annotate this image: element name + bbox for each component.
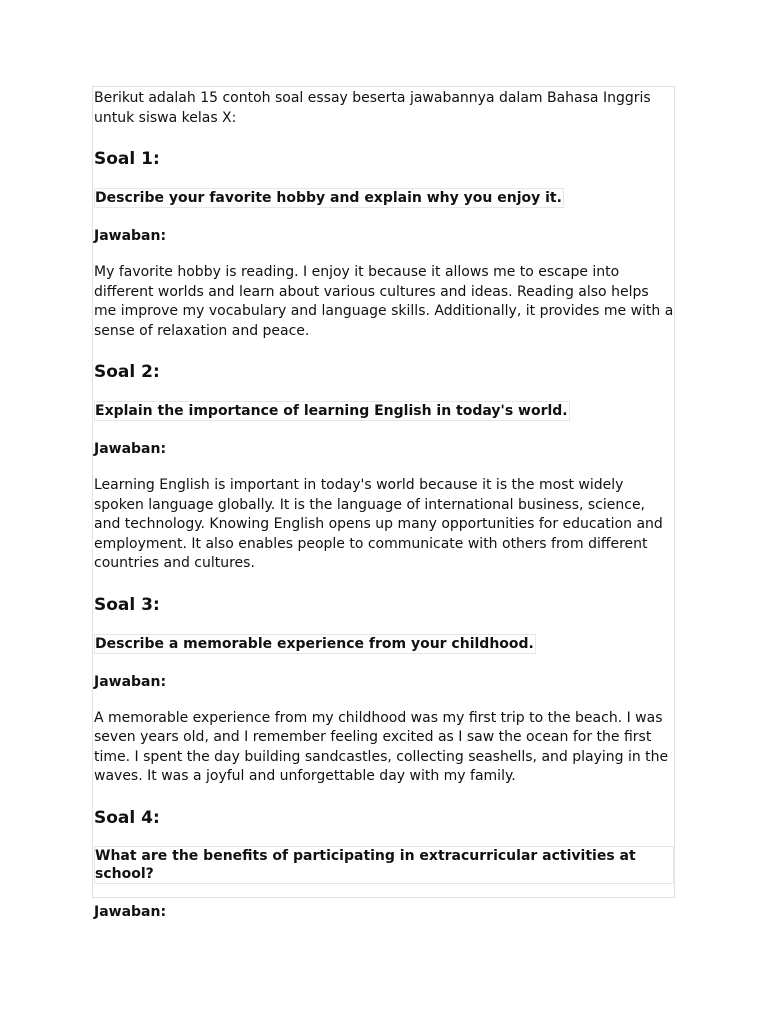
soal-1-block — [94, 148, 674, 361]
soal-4-answer-label: Jawaban: — [94, 903, 167, 920]
document-content — [93, 87, 674, 921]
soal-4-question: What are the benefits of participating in extracurricular activities at school? — [94, 846, 674, 884]
soal-3-answer-label: Jawaban: — [94, 673, 167, 690]
soal-3-answer: A memorable experience from my childhood was my first trip to the beach. I was seven years old, and I remember feeling excited as I saw the ocean for the first time. I spent the day building sandcastles, collecting seashells, and playing in the waves. It was a joyful and unforgettable day with my family. — [94, 709, 669, 784]
soal-3-block — [94, 594, 674, 807]
soal-2-answer-label: Jawaban: — [94, 441, 167, 457]
soal-3-question: Describe a memorable experience from your childhood. — [95, 635, 534, 652]
soal-2-question: Explain the importance of learning English in today's world. — [95, 403, 568, 419]
soal-3-heading: Soal 3: — [94, 594, 160, 615]
soal-1-question: Describe your favorite hobby and explain why you enjoy it. — [95, 190, 562, 206]
soal-1-heading: Soal 1: — [94, 149, 160, 169]
soal-2-block — [94, 361, 674, 594]
document-page — [92, 86, 675, 920]
soal-2-answer: Learning English is important in today's world because it is the most widely spoken language globally. It is the language of international business, science, and technology. Knowing English opens up many opportunities for education and employment. It also enables people to communicate with others from different countries and cultures. — [94, 477, 663, 571]
soal-2-heading: Soal 2: — [94, 362, 160, 382]
intro-paragraph: Berikut adalah 15 contoh soal essay beserta jawabannya dalam Bahasa Inggris untuk siswa kelas X: — [94, 90, 651, 126]
soal-4-block — [94, 807, 674, 921]
soal-4-heading: Soal 4: — [94, 807, 160, 828]
soal-1-answer-label: Jawaban: — [94, 228, 167, 244]
soal-1-answer: My favorite hobby is reading. I enjoy it because it allows me to escape into different worlds and learn about various cultures and ideas. Reading also helps me improve my vocabulary and language skills. Additionally, it provides me with a sense of relaxation and peace. — [94, 264, 674, 339]
